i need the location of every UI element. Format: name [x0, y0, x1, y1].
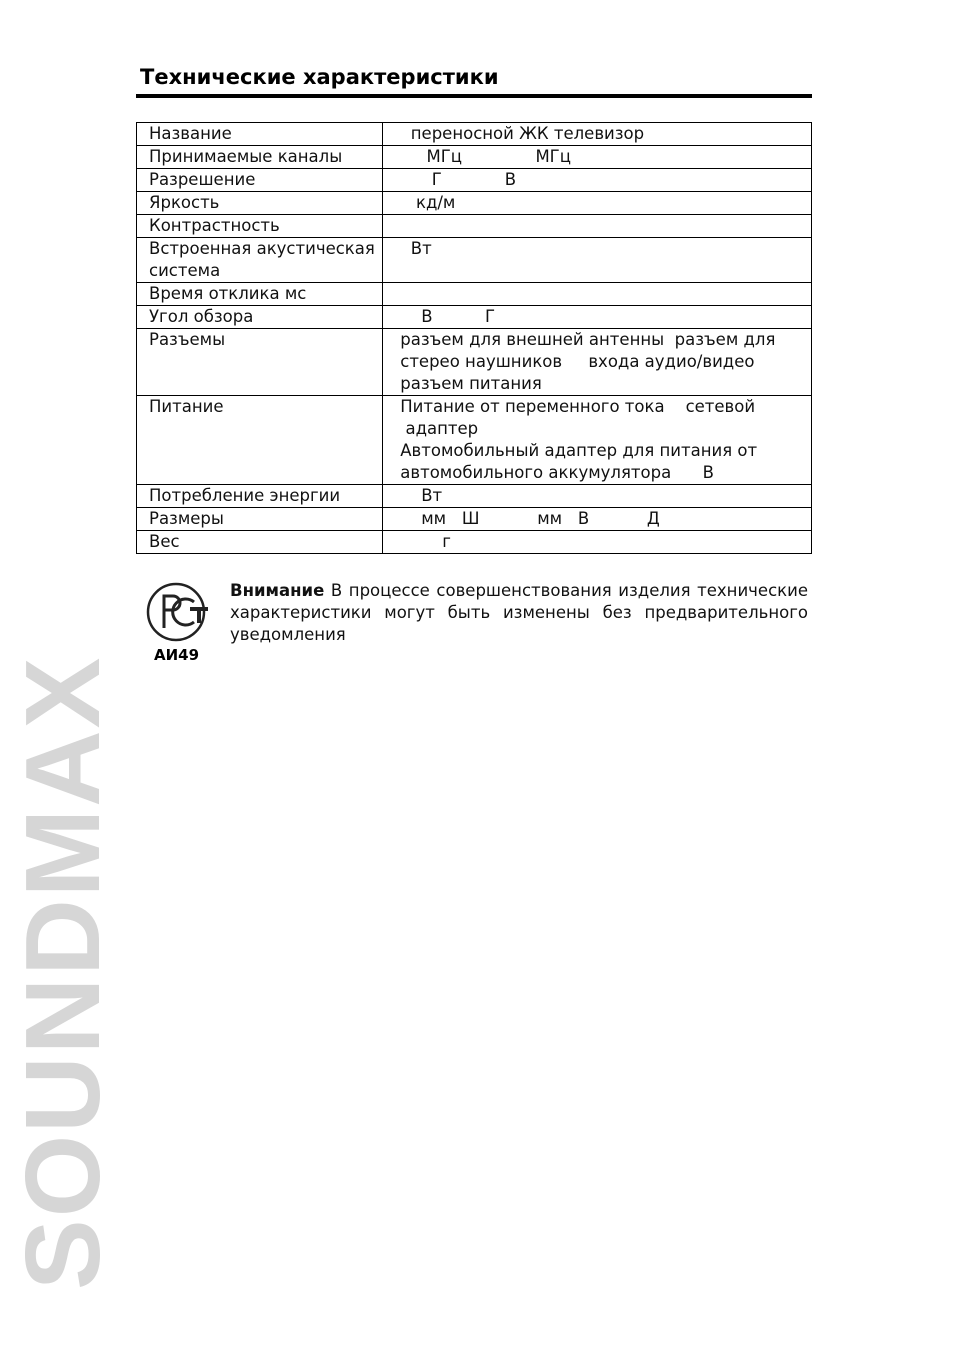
title-rule [136, 94, 812, 98]
spec-label: Контрастность [137, 215, 383, 238]
brand-watermark: SOUNDMAX [4, 655, 122, 1290]
spec-value: Вт [383, 485, 812, 508]
spec-label: Встроенная акустическая система [137, 238, 383, 283]
spec-value: Г В [383, 169, 812, 192]
notice-body: В процессе совершенствования изделия технические характеристики могут быть изменены без предварительного уведомления [230, 581, 808, 644]
spec-label: Размеры [137, 508, 383, 531]
spec-value: кд/м [383, 192, 812, 215]
spec-label: Название [137, 123, 383, 146]
page-title: Технические характеристики [140, 65, 499, 89]
spec-value: разъем для внешней антенны разъем для стерео наушников входа аудио/видео разъем питания [383, 329, 812, 396]
spec-value: Вт [383, 238, 812, 283]
table-row [137, 238, 812, 283]
table-row [137, 283, 812, 306]
table-row [137, 215, 812, 238]
spec-label: Вес [137, 531, 383, 554]
spec-value: МГц МГц [383, 146, 812, 169]
spec-label: Время отклика мс [137, 283, 383, 306]
table-row [137, 508, 812, 531]
certification-code: АИ49 [154, 646, 200, 664]
spec-label: Питание [137, 396, 383, 485]
notice-text [230, 580, 808, 646]
spec-value: г [383, 531, 812, 554]
spec-value: мм Ш мм В Д [383, 508, 812, 531]
spec-value: Питание от переменного тока сетевой адаптер Автомобильный адаптер для питания от автомобильного аккумулятора В [383, 396, 812, 485]
table-row [137, 192, 812, 215]
table-row [137, 146, 812, 169]
spec-label: Яркость [137, 192, 383, 215]
table-row [137, 329, 812, 396]
spec-value [383, 215, 812, 238]
table-row [137, 169, 812, 192]
spec-value: В Г [383, 306, 812, 329]
spec-label: Потребление энергии [137, 485, 383, 508]
spec-value: переносной ЖК телевизор [383, 123, 812, 146]
specs-table [136, 122, 812, 554]
table-row [137, 306, 812, 329]
spec-label: Принимаемые каналы [137, 146, 383, 169]
notice-heading: Внимание [230, 581, 325, 600]
table-row [137, 485, 812, 508]
spec-label: Угол обзора [137, 306, 383, 329]
table-row [137, 396, 812, 485]
spec-label: Разъемы [137, 329, 383, 396]
spec-label: Разрешение [137, 169, 383, 192]
table-row [137, 531, 812, 554]
spec-value [383, 283, 812, 306]
table-row [137, 123, 812, 146]
